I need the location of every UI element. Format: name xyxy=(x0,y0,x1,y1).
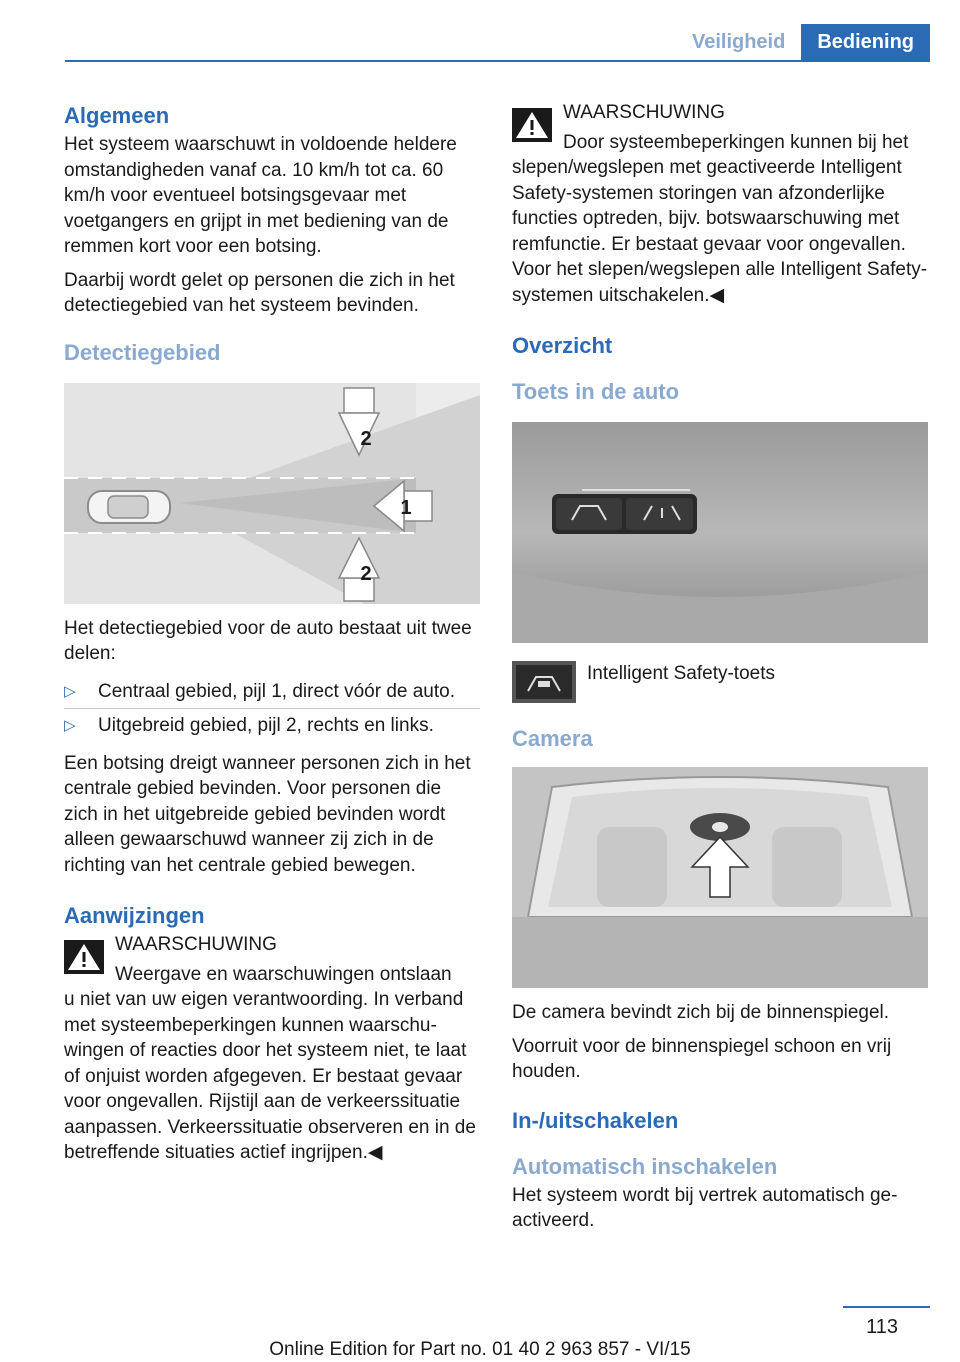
warning-triangle-icon xyxy=(64,940,104,974)
warning-block xyxy=(64,932,480,1166)
warning-triangle-icon xyxy=(512,108,552,142)
page-number: 113 xyxy=(866,1316,898,1338)
paragraph-camera-location: De camera bevindt zich bij de binnenspiegel. xyxy=(512,1002,890,1023)
heading-algemeen: Algemeen xyxy=(64,103,170,128)
heading-automatisch: Automatisch inschakelen xyxy=(512,1153,778,1179)
heading-aanwijzingen: Aanwijzingen xyxy=(64,903,205,928)
left-column xyxy=(64,100,480,1174)
detection-area-figure xyxy=(64,383,480,604)
warning-title: WAARSCHUWING xyxy=(115,934,277,955)
warning-first-line: Door systeembeperkingen kunnen bij het xyxy=(563,131,909,153)
list-item xyxy=(64,709,480,743)
car-icon xyxy=(88,491,170,523)
bullet-list xyxy=(64,675,480,743)
list-item xyxy=(64,675,480,710)
camera-figure xyxy=(512,767,928,988)
arrow-label-bottom: 2 xyxy=(360,562,372,585)
arrow-label-top: 2 xyxy=(360,427,372,450)
list-item-text: Uitgebreid gebied, pijl 2, rechts en links. xyxy=(98,715,434,736)
lane-button[interactable] xyxy=(626,498,693,530)
warning-first-line: Weergave en waarschuwingen ontslaan xyxy=(115,963,452,985)
heading-toets: Toets in de auto xyxy=(512,379,680,404)
header-rule xyxy=(65,60,930,62)
button-panel-figure xyxy=(512,422,928,643)
paragraph-intro: Het systeem waarschuwt in voldoende heldere omstandigheden vanaf ca. 10 km/h tot ca. 60 km/h voor eventueel botsingsgevaar met voetgangers en grijpt in met bediening van de remmen kort voor een botsing. xyxy=(64,134,457,257)
paragraph-botsing: Een botsing dreigt wanneer personen zich in het centrale gebied bevinden. Voor personen die zich in het uitgebreide gebied bevinden wordt alleen gewaarschuwd wanneer zij zich in de richting van het centrale gebied bewegen. xyxy=(64,752,471,876)
tab-veiligheid[interactable]: Veiligheid xyxy=(691,31,786,53)
legend-row xyxy=(512,661,928,703)
heading-in-uitschakelen: In-/uitschakelen xyxy=(512,1107,679,1133)
header-tabs xyxy=(676,24,930,61)
tab-bediening[interactable]: Bediening xyxy=(801,24,930,61)
paragraph-twee-delen: Het detectiegebied voor de auto bestaat uit twee delen: xyxy=(64,617,472,664)
warning-text: slepen/wegslepen met geactiveerde Intelligent Safety-systemen storingen van afzonderlijke functies optreden, bijv. botswaarschuwing met remfunctie. Er bestaat gevaar voor ongevallen. Voor het slepen/wegslepen alle Intelligent Safety-systemen uitschakelen.◀ xyxy=(512,157,928,306)
list-item-text: Centraal gebied, pijl 1, direct vóór de auto. xyxy=(98,680,455,702)
bullet-triangle-icon: ▷ xyxy=(64,682,76,700)
legend-text: Intelligent Safety-toets xyxy=(587,663,775,684)
warning-title: WAARSCHUWING xyxy=(563,102,725,123)
heading-detectiegebied: Detectiegebied xyxy=(64,339,221,365)
footer-edition: Online Edition for Part no. 01 40 2 963 857 - VI/15 xyxy=(269,1339,691,1360)
heading-camera: Camera xyxy=(512,726,593,751)
intelligent-safety-button[interactable] xyxy=(556,498,622,530)
heading-overzicht: Overzicht xyxy=(512,333,613,358)
paragraph-automatisch: Het systeem wordt bij vertrek automatisch geactiveerd. xyxy=(512,1184,898,1231)
bullet-triangle-icon: ▷ xyxy=(64,717,76,734)
intelligent-safety-button-icon xyxy=(512,661,576,703)
footer-rule xyxy=(843,1306,930,1308)
warning-text: u niet van uw eigen verantwoording. In verband met systeembeperkingen kunnen waarschuwingen of reacties door het systeem niet, te laat of onjuist worden afgegeven. Er bestaat gevaar voor ongevallen. Rijstijl aan de verkeerssituatie aanpassen. Verkeerssituatie observeren en in de betreffende situaties actief ingrijpen.◀ xyxy=(64,989,476,1163)
warning-block xyxy=(512,100,928,308)
paragraph-detectie-info: Daarbij wordt gelet op personen die zich in het detectiegebied van het systeem bevinden. xyxy=(64,269,455,316)
arrow-label-middle: 1 xyxy=(400,496,412,519)
paragraph-camera-clean: Voorruit voor de binnenspiegel schoon en vrij houden. xyxy=(512,1035,892,1082)
right-column xyxy=(512,100,928,1242)
